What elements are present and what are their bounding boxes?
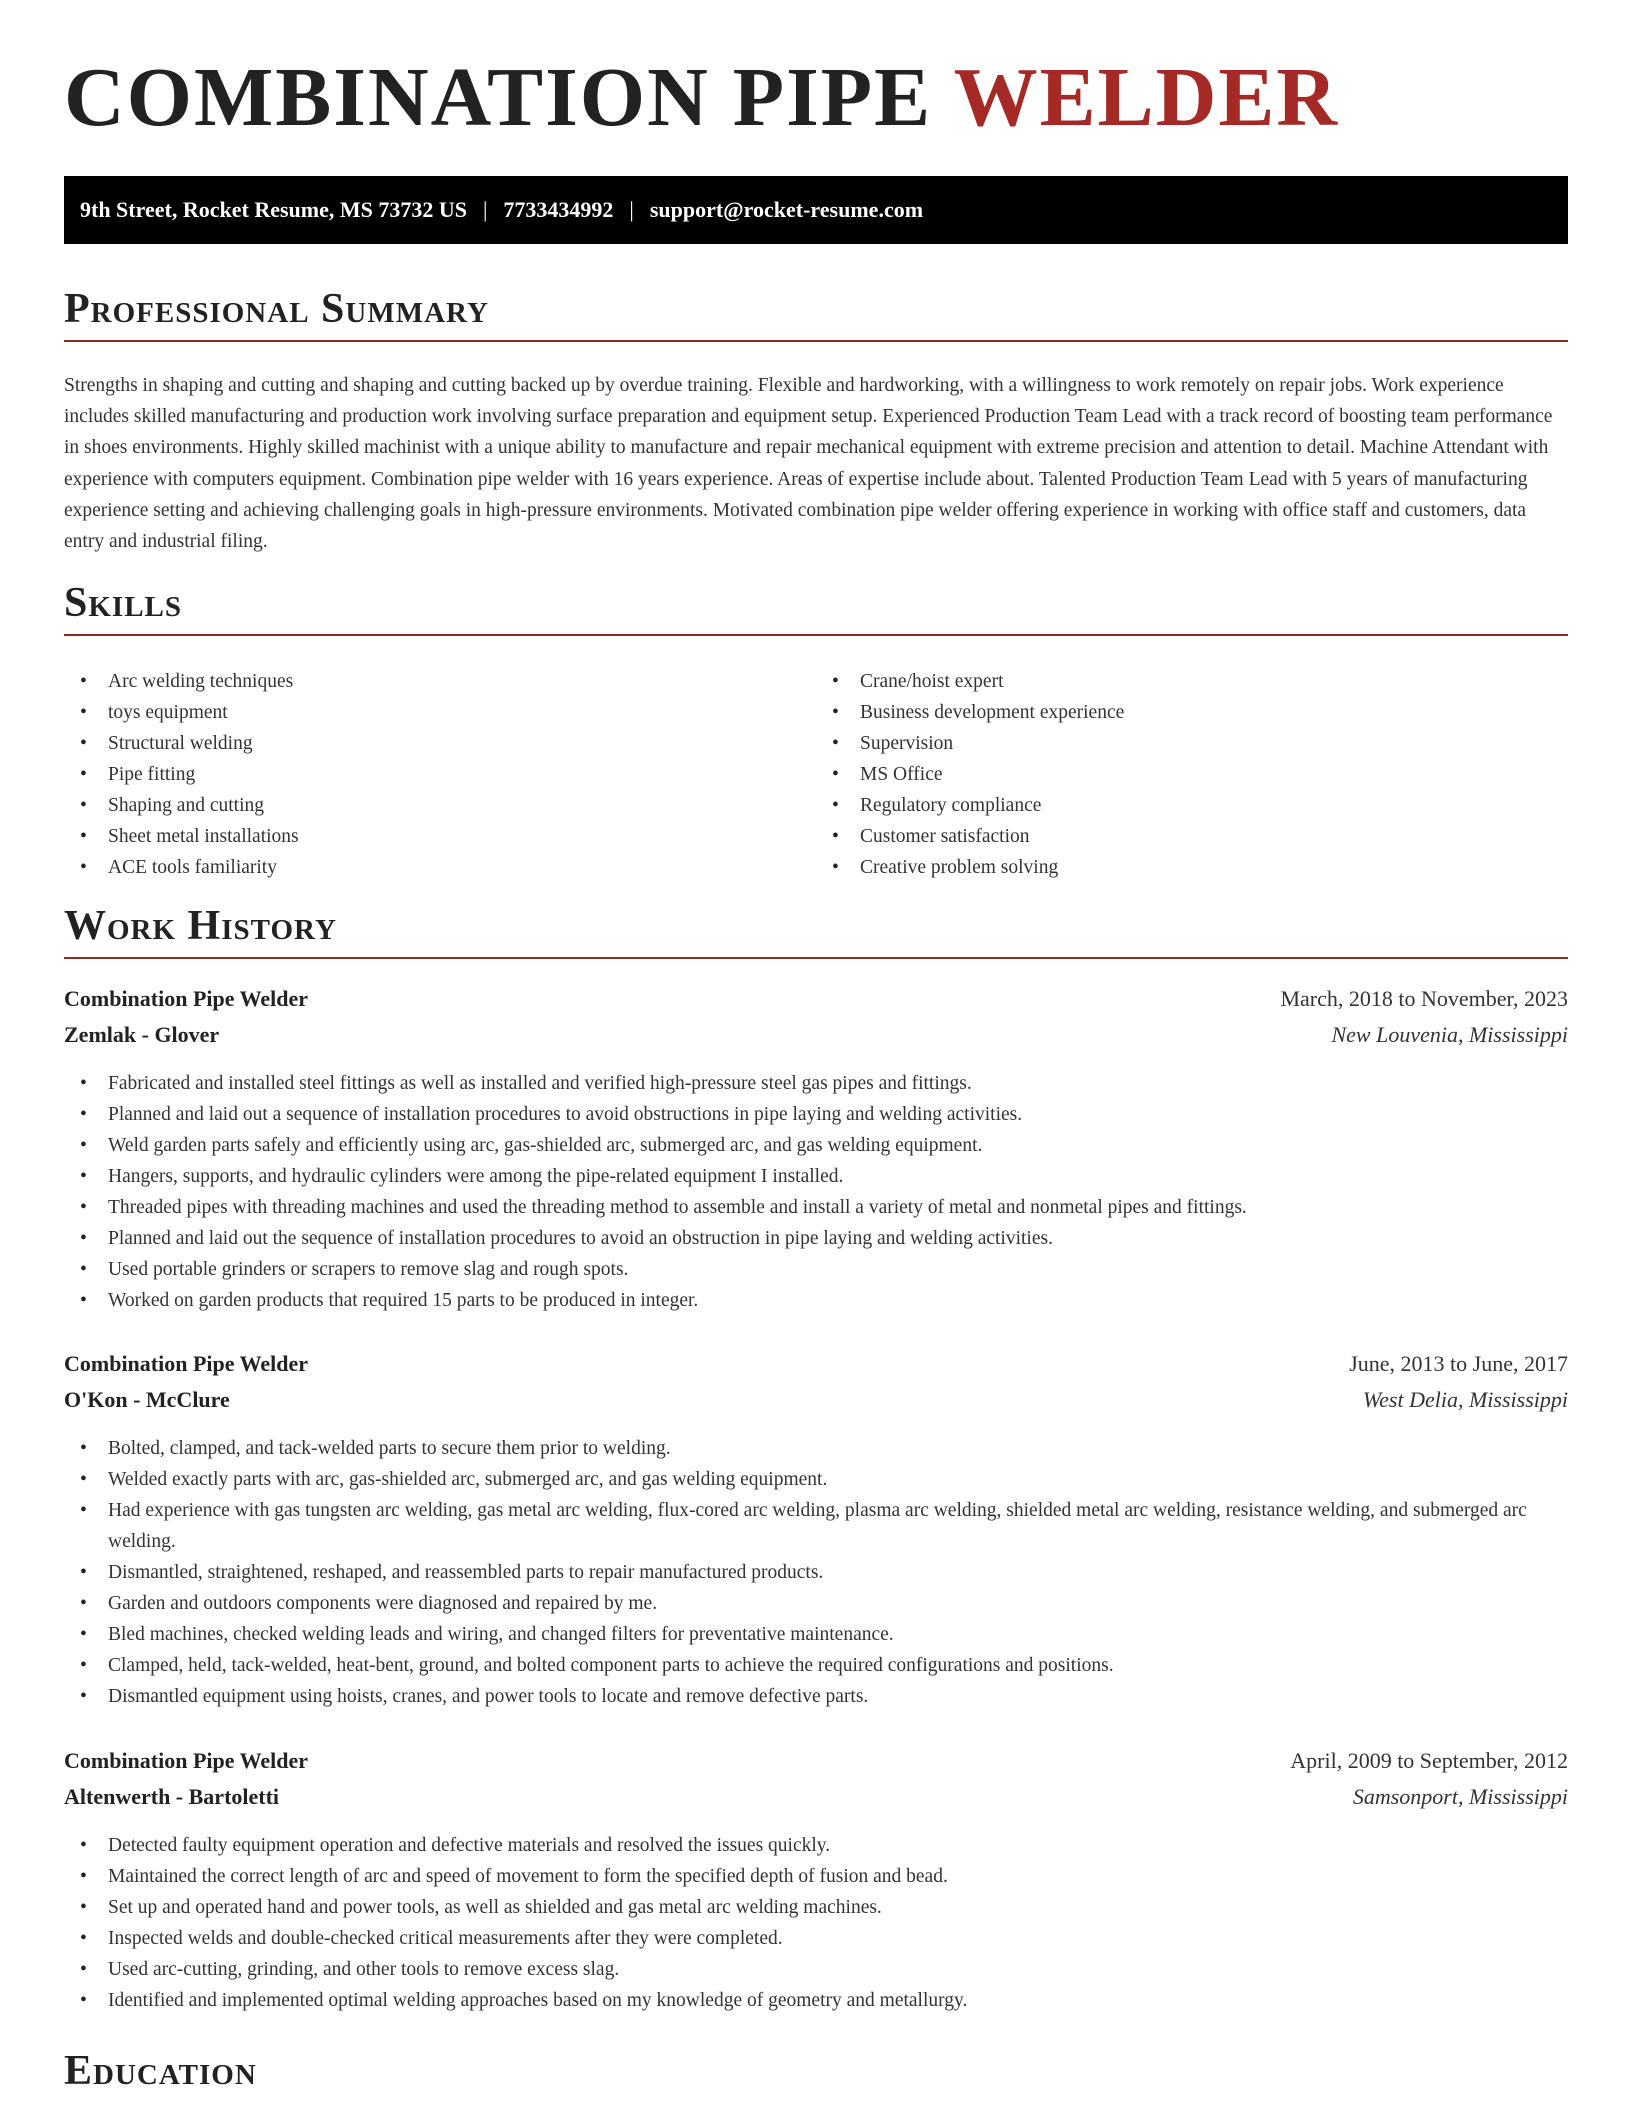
job-title: Combination Pipe Welder — [64, 1351, 309, 1376]
skill-item: • ACE tools familiarity — [64, 852, 816, 883]
skill-item: • Pipe fitting — [64, 759, 816, 790]
job-bullet: • Planned and laid out the sequence of installation procedures to avoid an obstruction in pipe laying and welding activities. — [64, 1223, 1568, 1254]
skill-item: • Customer satisfaction — [816, 821, 1568, 852]
skills-heading: Skills — [64, 580, 183, 626]
skill-item: • toys equipment — [64, 697, 816, 728]
skill-item: • Creative problem solving — [816, 852, 1568, 883]
job-bullets — [64, 1433, 1568, 1712]
job-bullet: • Clamped, held, tack-welded, heat-bent, ground, and bolted component parts to achieve the required configurations and positions. — [64, 1650, 1568, 1681]
summary-section-header — [64, 288, 1568, 342]
contact-phone: 7733434992 — [503, 197, 614, 222]
job-title: Combination Pipe Welder — [64, 986, 309, 1011]
job-company: O'Kon - McClure — [64, 1387, 230, 1412]
contact-address: 9th Street, Rocket Resume, MS 73732 US — [80, 197, 467, 222]
job-bullet: • Bled machines, checked welding leads and wiring, and changed filters for preventative maintenance. — [64, 1619, 1568, 1650]
job-bullet: • Threaded pipes with threading machines and used the threading method to assemble and install a variety of metal and nonmetal pipes and fittings. — [64, 1192, 1568, 1223]
job-dates: March, 2018 to November, 2023 — [1280, 986, 1568, 1011]
work-heading: Work History — [64, 903, 337, 949]
job-company-row — [64, 1784, 1568, 1820]
job-bullet: • Weld garden parts safely and efficiently using arc, gas-shielded arc, submerged arc, and gas welding equipment. — [64, 1130, 1568, 1161]
job-bullet: • Welded exactly parts with arc, gas-shielded arc, submerged arc, and gas welding equipment. — [64, 1464, 1568, 1495]
job-location: Samsonport, Mississippi — [1352, 1784, 1568, 1809]
contact-bar — [64, 176, 1568, 244]
job-company: Zemlak - Glover — [64, 1022, 220, 1047]
job-bullet: • Planned and laid out a sequence of installation procedures to avoid obstructions in pipe laying and welding activities. — [64, 1099, 1568, 1130]
job-dates: April, 2009 to September, 2012 — [1290, 1748, 1568, 1773]
job-company-row — [64, 1387, 1568, 1423]
title-accent: WELDER — [953, 51, 1340, 144]
job-bullet: • Dismantled, straightened, reshaped, and reassembled parts to repair manufactured products. — [64, 1557, 1568, 1588]
skill-item: • Structural welding — [64, 728, 816, 759]
job-bullet: • Used portable grinders or scrapers to remove slag and rough spots. — [64, 1254, 1568, 1285]
summary-heading: Professional Summary — [64, 286, 489, 332]
job-bullet: • Hangers, supports, and hydraulic cylinders were among the pipe-related equipment I installed. — [64, 1161, 1568, 1192]
contact-separator: | — [629, 197, 634, 222]
job-bullets — [64, 1830, 1568, 2016]
skill-item: • Arc welding techniques — [64, 666, 816, 697]
education-heading: Education — [64, 2048, 257, 2094]
job-bullet: • Worked on garden products that required 15 parts to be produced in integer. — [64, 1285, 1568, 1316]
skill-item: • Shaping and cutting — [64, 790, 816, 821]
job-bullet: • Used arc-cutting, grinding, and other tools to remove excess slag. — [64, 1954, 1568, 1985]
skill-item: • MS Office — [816, 759, 1568, 790]
job-bullet: • Maintained the correct length of arc and speed of movement to form the specified depth of fusion and bead. — [64, 1861, 1568, 1892]
job-bullet: • Garden and outdoors components were diagnosed and repaired by me. — [64, 1588, 1568, 1619]
skills-column-left — [64, 666, 816, 883]
job-dates: June, 2013 to June, 2017 — [1349, 1351, 1568, 1376]
job-bullet: • Bolted, clamped, and tack-welded parts to secure them prior to welding. — [64, 1433, 1568, 1464]
skill-item: • Business development experience — [816, 697, 1568, 728]
education-section-header — [64, 2050, 1568, 2102]
job-entry — [64, 1351, 1568, 1712]
skills-column-right — [816, 666, 1568, 883]
resume-title — [64, 51, 1340, 144]
title-main: COMBINATION PIPE — [64, 51, 954, 144]
job-entry — [64, 1748, 1568, 2016]
skill-item: • Sheet metal installations — [64, 821, 816, 852]
job-header-row — [64, 1351, 1568, 1387]
job-bullet: • Had experience with gas tungsten arc welding, gas metal arc welding, flux-cored arc welding, plasma arc welding, shielded metal arc welding, resistance welding, and submerged arc welding. — [64, 1495, 1568, 1557]
job-entry — [64, 986, 1568, 1316]
job-location: New Louvenia, Mississippi — [1331, 1022, 1568, 1047]
job-bullet: • Set up and operated hand and power tools, as well as shielded and gas metal arc welding machines. — [64, 1892, 1568, 1923]
skills-list — [64, 666, 1568, 883]
job-company-row — [64, 1022, 1568, 1058]
job-company: Altenwerth - Bartoletti — [64, 1784, 280, 1809]
skill-item: • Crane/hoist expert — [816, 666, 1568, 697]
job-bullet: • Fabricated and installed steel fittings as well as installed and verified high-pressure steel gas pipes and fittings. — [64, 1068, 1568, 1099]
job-header-row — [64, 986, 1568, 1022]
skill-item: • Supervision — [816, 728, 1568, 759]
skill-item: • Regulatory compliance — [816, 790, 1568, 821]
job-bullet: • Inspected welds and double-checked critical measurements after they were completed. — [64, 1923, 1568, 1954]
job-bullets — [64, 1068, 1568, 1316]
summary-text: Strengths in shaping and cutting and shaping and cutting backed up by overdue training. Flexible and hardworking, with a willingness to work remotely on repair jobs. Work experience includes skilled manufacturing and production work involving surface preparation and equipment setup. Experienced Production Team Lead with a track record of boosting team performance in shoes environments. Highly skilled machinist with a unique ability to manufacture and repair mechanical equipment with extreme precision and attention to detail. Machine Attendant with experience with computers equipment. Combination pipe welder with 16 years experience. Areas of expertise include about. Talented Production Team Lead with 5 years of manufacturing experience setting and achieving challenging goals in high-pressure environments. Motivated combination pipe welder offering experience in working with office staff and customers, data entry and industrial filing. — [64, 375, 1553, 553]
contact-email: support@rocket-resume.com — [649, 197, 924, 222]
job-header-row — [64, 1748, 1568, 1784]
job-title: Combination Pipe Welder — [64, 1748, 309, 1773]
job-bullet: • Identified and implemented optimal welding approaches based on my knowledge of geometry and metallurgy. — [64, 1985, 1568, 2016]
skills-section-header — [64, 582, 1568, 636]
job-location: West Delia, Mississippi — [1362, 1387, 1568, 1412]
contact-separator: | — [483, 197, 488, 222]
work-section-header — [64, 905, 1568, 959]
job-bullet: • Detected faulty equipment operation and defective materials and resolved the issues quickly. — [64, 1830, 1568, 1861]
job-bullet: • Dismantled equipment using hoists, cranes, and power tools to locate and remove defective parts. — [64, 1681, 1568, 1712]
